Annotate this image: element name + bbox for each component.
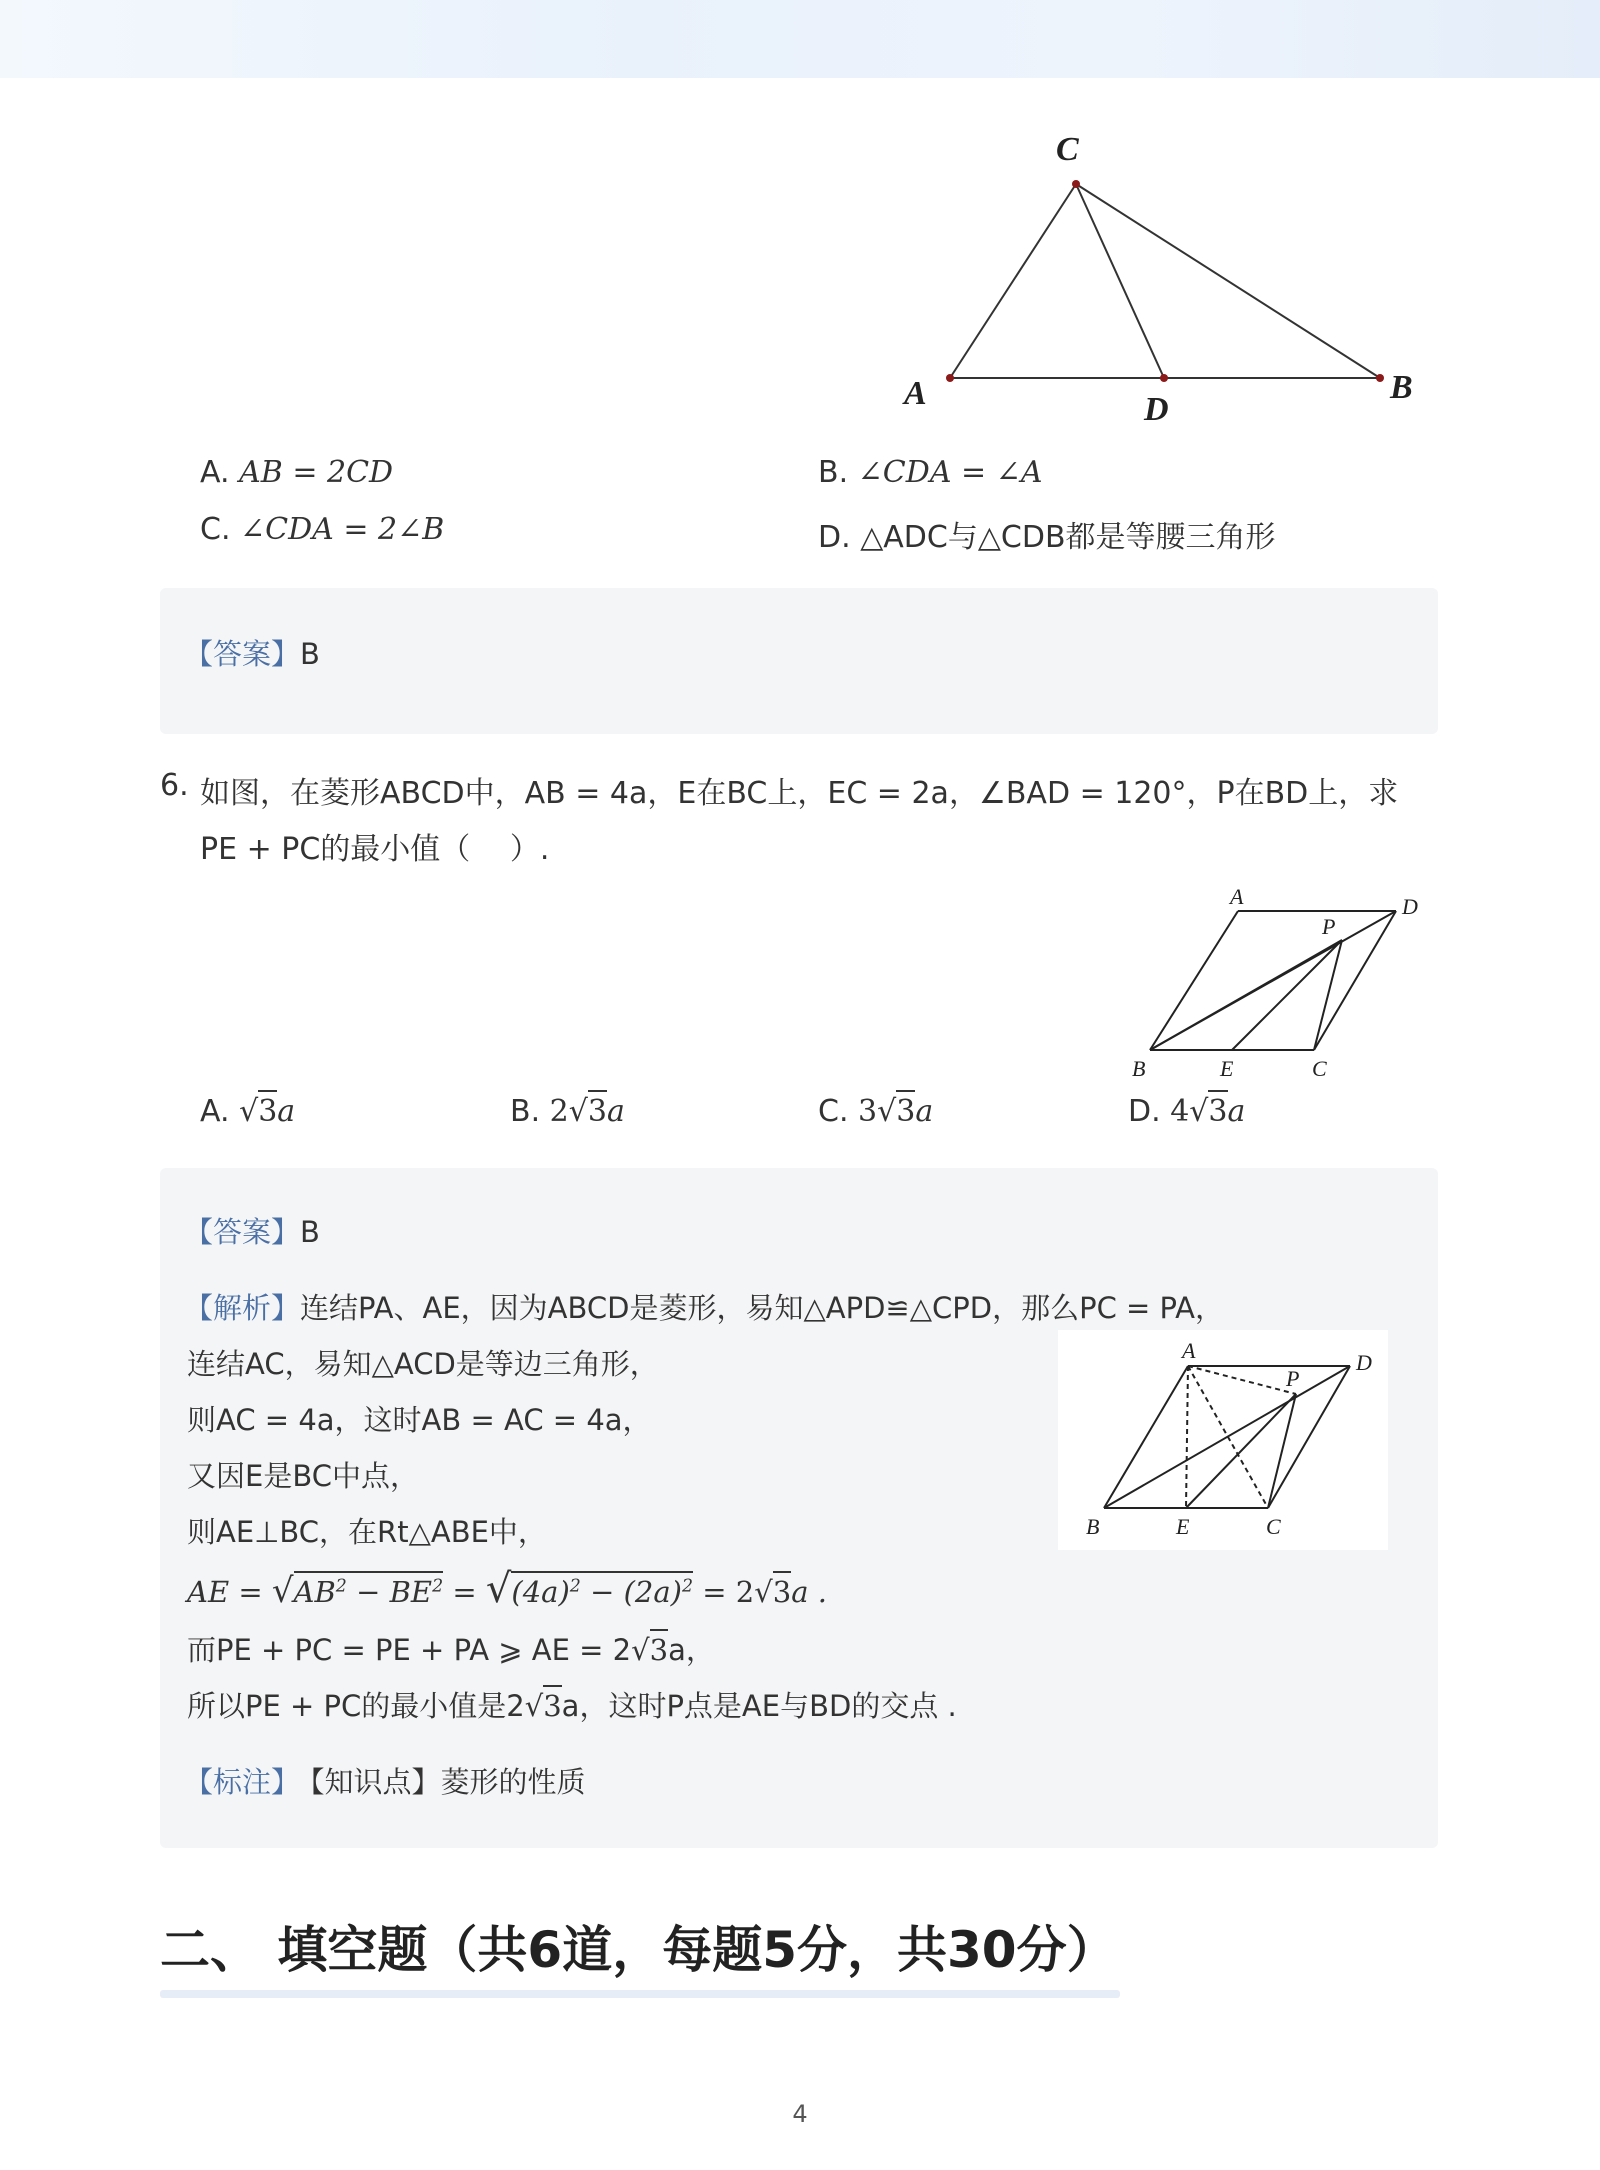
label-c: C xyxy=(1056,131,1079,168)
option-letter: D. xyxy=(1128,1094,1161,1129)
answer-tag: 【答案】 xyxy=(184,1215,301,1249)
segment-dc xyxy=(1268,1366,1350,1508)
point-b xyxy=(1376,374,1384,382)
point-c xyxy=(1072,180,1080,188)
segment-cb xyxy=(1076,184,1380,378)
q6-analysis-figure xyxy=(1058,1330,1388,1550)
q6-option-a: A. √3a xyxy=(200,1094,295,1129)
q6-number: 6. xyxy=(160,768,189,803)
radicand-2: $(4a)^2 - (2a)^2$ xyxy=(511,1571,693,1609)
q6-stem-line1: 如图，在菱形ABCD中，AB = 4a，E在BC上，EC = 2a，∠BAD = 120°，P在BD上，求 xyxy=(200,776,1399,811)
label-e: E xyxy=(1176,1514,1190,1539)
label-d: D xyxy=(1356,1350,1372,1375)
q5-option-a xyxy=(200,455,393,490)
radical-sign: √ xyxy=(524,1689,544,1723)
q6-option-b: B. 2√3a xyxy=(510,1094,625,1129)
q5-option-d xyxy=(818,512,1276,556)
q6-analysis-line8: 所以PE + PC的最小值是2√3a，这时P点是AE与BD的交点 . xyxy=(187,1684,957,1725)
label-c: C xyxy=(1312,1056,1327,1081)
q6-note xyxy=(184,1760,586,1801)
header-band xyxy=(0,0,1600,78)
radical-sign: √ xyxy=(568,1094,588,1129)
q6-rhombus-figure xyxy=(1120,876,1440,1086)
analysis-figure-svg xyxy=(1058,1330,1388,1550)
page-number: 4 xyxy=(792,2100,808,2128)
note-text: 【知识点】菱形的性质 xyxy=(310,1765,586,1799)
radical-sign: √ xyxy=(271,1571,294,1611)
q5-option-c xyxy=(200,512,444,547)
radical-sign: √ xyxy=(485,1566,512,1612)
label-p: P xyxy=(1286,1366,1300,1391)
q6-option-d: D. 4√3a xyxy=(1128,1094,1245,1129)
q6-analysis-line1: 【解析】连结PA、AE，因为ABCD是菱形，易知△APD≌△CPD，那么PC = PA， xyxy=(184,1291,1225,1325)
option-letter: B. xyxy=(510,1094,541,1129)
analysis-tag: 【解析】 xyxy=(184,1291,301,1325)
q6-analysis-line5: 则AE⊥BC，在Rt△ABE中， xyxy=(187,1515,547,1549)
segment-ab xyxy=(1104,1366,1188,1508)
radical-sign: √ xyxy=(1189,1094,1209,1129)
segment-ab xyxy=(1150,911,1238,1050)
point-d xyxy=(1160,374,1168,382)
label-b: B xyxy=(1132,1056,1146,1081)
q6-answer xyxy=(184,1210,320,1251)
label-b: B xyxy=(1086,1514,1100,1539)
section-title-underline xyxy=(160,1990,1120,1998)
option-text: △ADC与△CDB都是等腰三角形 xyxy=(860,520,1276,555)
answer-value: B xyxy=(300,637,320,671)
segment-bp xyxy=(1150,940,1342,1050)
label-a: A xyxy=(1230,884,1244,909)
q5-answer-box xyxy=(160,588,1438,734)
radical-sign: √ xyxy=(754,1575,773,1609)
label-b: B xyxy=(1390,369,1413,406)
label-e: E xyxy=(1220,1056,1234,1081)
segment-ca xyxy=(950,184,1076,378)
option-letter: B. xyxy=(818,455,849,490)
option-letter: C. xyxy=(818,1094,849,1129)
label-d: D xyxy=(1402,894,1418,919)
radical-sign: √ xyxy=(631,1633,650,1667)
option-letter: C. xyxy=(200,512,231,547)
label-a: A xyxy=(904,375,927,412)
q6-analysis-line3: 则AC = 4a，这时AB = AC = 4a， xyxy=(187,1403,652,1437)
segment-ac-dashed xyxy=(1188,1366,1268,1508)
q6-analysis-line6: AE = $√AB^2 - BE^2 = √(4a)^2 - (2a)^2 = 2√3a$ . xyxy=(187,1566,827,1612)
section-title: 二、 填空题（共6道，每题5分，共30分） xyxy=(160,1921,1117,1979)
q6-analysis-line4: 又因E是BC中点， xyxy=(187,1459,419,1493)
q5-option-b xyxy=(818,455,1043,490)
label-a: A xyxy=(1182,1338,1196,1363)
answer-value: B xyxy=(300,1215,320,1249)
radical-sign: √ xyxy=(239,1094,259,1129)
option-letter: A. xyxy=(200,1094,230,1129)
option-text: ∠CDA = ∠A xyxy=(857,455,1043,490)
option-text: ∠CDA = 2∠B xyxy=(240,512,445,547)
label-p: P xyxy=(1322,914,1336,939)
label-c: C xyxy=(1266,1514,1281,1539)
segment-ap-dashed xyxy=(1188,1366,1296,1394)
radical-sign: √ xyxy=(877,1094,897,1129)
option-text: AB = 2CD xyxy=(239,455,394,490)
q6-analysis-line7: 而PE + PC = PE + PA ⩾ AE = 2√3a， xyxy=(187,1628,715,1669)
point-a xyxy=(946,374,954,382)
radicand-1: $AB^2 - BE^2$ xyxy=(294,1571,444,1609)
note-tag: 【标注】 xyxy=(184,1765,301,1799)
label-d: D xyxy=(1144,391,1169,428)
q6-stem-line2: PE + PC的最小值（ ）. xyxy=(200,832,550,867)
q5-triangle-figure xyxy=(880,120,1440,440)
segment-ae-dashed xyxy=(1186,1366,1188,1508)
option-letter: A. xyxy=(200,455,230,490)
q6-option-c: C. 3√3a xyxy=(818,1094,933,1129)
q6-analysis-line2: 连结AC，易知△ACD是等边三角形， xyxy=(187,1347,659,1381)
answer-tag: 【答案】 xyxy=(184,637,301,671)
segment-pc xyxy=(1314,940,1342,1050)
option-letter: D. xyxy=(818,520,851,555)
